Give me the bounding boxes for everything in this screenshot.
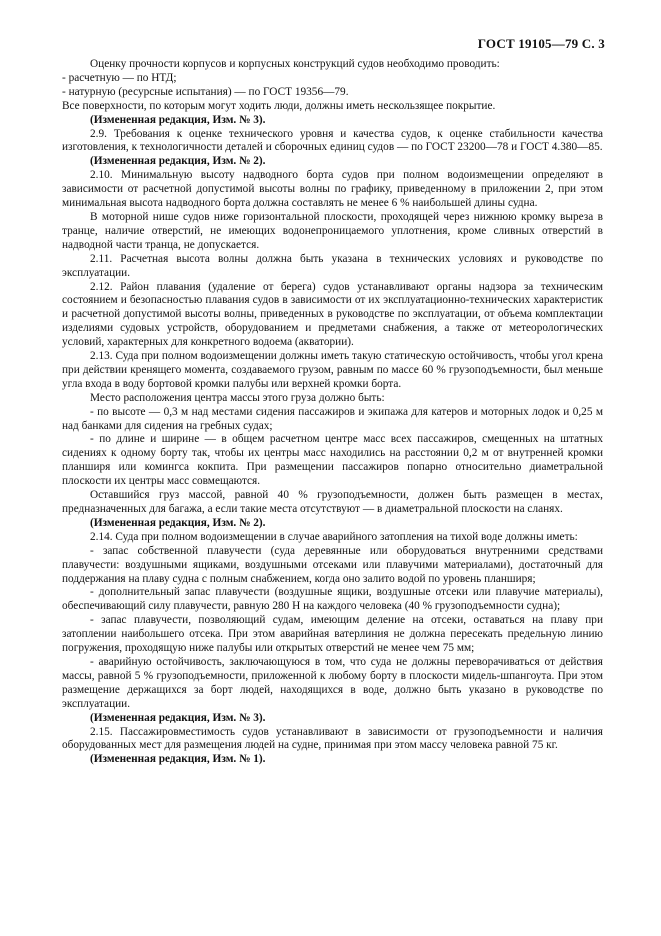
paragraph: 2.14. Суда при полном водоизмещении в случае аварийного затопления на тихой воде должны иметь: bbox=[90, 530, 578, 543]
paragraph: - аварийную остойчивость, заключающуюся в том, что суда не должны переворачиваться от действия массы, равной 5 % грузоподъемности, приложенной к любому борту в плоскости мидель-шпангоута. При этом размещение держащихся за борт людей, находящихся в воде, должно быть указано в руководстве по эксплуатации. bbox=[62, 655, 603, 710]
revision-note: (Измененная редакция, Изм. № 2). bbox=[90, 155, 266, 168]
revision-note: (Измененная редакция, Изм. № 3). bbox=[90, 113, 266, 126]
paragraph: - по длине и ширине — в общем расчетном центре масс всех пассажиров, смещенных на штатных сидениях к одному борту так, чтобы их центры масс находились на расстоянии 0,2 м от внутренней кромки планширя или комингса кокпита. При размещении пассажиров попарно относительно диаметральной плоскости их центры масс совмещаются. bbox=[62, 433, 603, 488]
paragraph: 2.13. Суда при полном водоизмещении должны иметь такую статическую остойчивость, чтобы угол крена при действии кренящего момента, создаваемого грузом, равным по массе 60 % грузоподъемности, был меньше угла входа в воду бортовой кромки палубы или верхней кромки борта. bbox=[62, 350, 603, 390]
paragraph: 2.11. Расчетная высота волны должна быть указана в технических условиях и руководстве по эксплуатации. bbox=[62, 252, 603, 279]
revision-note: (Измененная редакция, Изм. № 3). bbox=[90, 711, 266, 724]
paragraph: Оставшийся груз массой, равной 40 % грузоподъемности, должен быть размещен в местах, предназначенных для багажа, а если такие места отсутствуют — в диаметральной плоскости на сланях. bbox=[62, 489, 603, 515]
page-header: ГОСТ 19105—79 С. 3 bbox=[477, 36, 605, 51]
paragraph: Оценку прочности корпусов и корпусных конструкций судов необходимо проводить: bbox=[90, 58, 500, 70]
paragraph: - по высоте — 0,3 м над местами сидения пассажиров и экипажа для катеров и моторных лодок и 0,25 м над банками для сидения на гребных судах; bbox=[62, 405, 603, 432]
paragraph: Все поверхности, по которым могут ходить люди, должны иметь нескользящее покрытие. bbox=[62, 99, 496, 112]
paragraph: - натурную (ресурсные испытания) — по ГОСТ 19356—79. bbox=[62, 85, 349, 98]
paragraph: 2.15. Пассажировместимость судов устанавливают в зависимости от грузоподъемности и наличия оборудованных мест для размещения людей на судне, принимая при этом массу человека равной 75 кг. bbox=[62, 725, 603, 752]
paragraph: - расчетную — по НТД; bbox=[62, 71, 177, 84]
paragraph: В моторной нише судов ниже горизонтальной плоскости, проходящей через нижнюю кромку выреза в транце, наличие отверстий, не имеющих водонепроницаемого уплотнения, кроме сливных отверстий в надводной части транца, не допускается. bbox=[62, 210, 603, 251]
paragraph: 2.9. Требования к оценке технического уровня и качества судов, к оценке стабильности качества изготовления, к технологичности деталей и сборочных единиц судов — по ГОСТ 23200—78 и ГОСТ 4.380—85. bbox=[62, 127, 603, 154]
paragraph: Место расположения центра массы этого груза должно быть: bbox=[90, 391, 385, 404]
paragraph: 2.10. Минимальную высоту надводного борта судов при полном водоизмещении определяют в зависимости от расчетной допустимой высоты волны по графику, приведенному в приложении 2, при этом минимальная высота надводного борта должна составлять не менее 6 % наибольшей длины судна. bbox=[62, 169, 603, 210]
revision-note: (Измененная редакция, Изм. № 2). bbox=[90, 516, 266, 529]
paragraph: - запас плавучести, позволяющий судам, имеющим деление на отсеки, оставаться на плаву при затоплении наибольшего отсека. При этом аварийная ватерлиния не должна пересекать предельную линию погружения, проходящую ниже палубы или открытых отверстий не менее чем 75 мм; bbox=[62, 614, 603, 655]
paragraph: - дополнительный запас плавучести (воздушные ящики, воздушные отсеки или плавучие материалы), обеспечивающий силу плавучести, равную 280 Н на каждого человека (40 % грузоподъемности судна); bbox=[62, 586, 603, 613]
revision-note: (Измененная редакция, Изм. № 1). bbox=[90, 753, 266, 766]
document-body bbox=[62, 58, 603, 767]
paragraph: - запас собственной плавучести (суда деревянные или оборудоваться внутренними средствами плавучести: воздушными ящиками, воздушными отсеками или плавучими материалами), достаточный для поддержания на плаву судна с полным снабжением, когда оно залито водой по уровень планширя; bbox=[62, 544, 603, 585]
paragraph: 2.12. Район плавания (удаление от берега) судов устанавливают органы надзора за техническим состоянием и безопасностью плавания судов в зависимости от их эксплуатационно-технических характеристик и расчетной допустимой высоты волны, приведенных в руководстве по эксплуатации, от объема комплектации изделиями судовых устройств, оборудованием и предметами снабжения, а также от метеорологических условий, характерных для конкретного водоема (акватории). bbox=[62, 280, 603, 349]
